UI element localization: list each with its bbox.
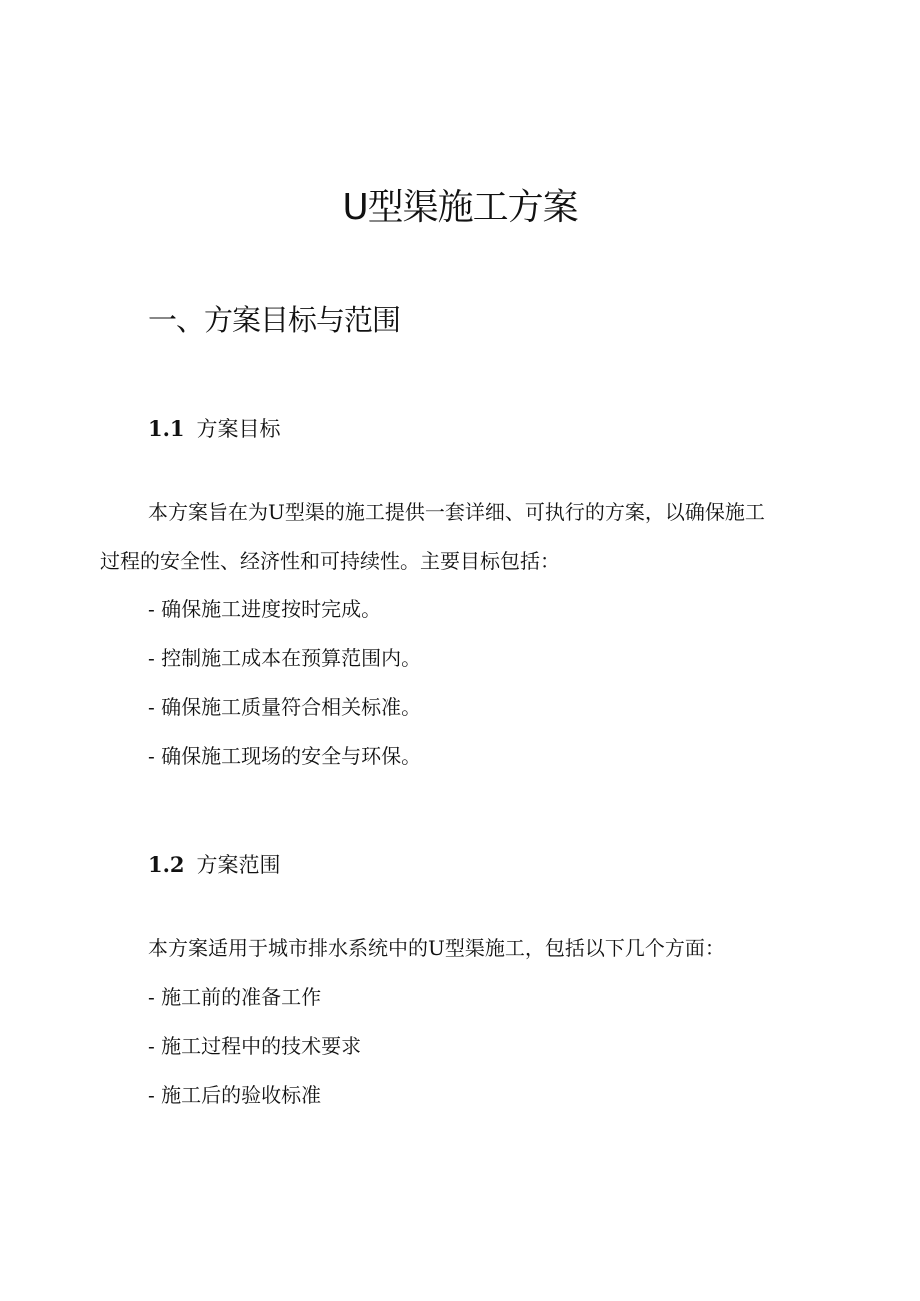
list-item: - 施工过程中的技术要求 <box>148 1034 362 1058</box>
subsection-heading-scope <box>148 850 281 880</box>
subsection-heading-goals <box>148 414 281 444</box>
subsection-title: 方案目标 <box>196 417 281 441</box>
subsection-number: 1.1 <box>148 416 185 441</box>
list-item: - 施工前的准备工作 <box>148 985 322 1009</box>
paragraph-line: 过程的安全性、经济性和可持续性。主要目标包括： <box>100 549 560 573</box>
paragraph-line: 本方案适用于城市排水系统中的U型渠施工，包括以下几个方面： <box>148 936 725 960</box>
subsection-title: 方案范围 <box>196 853 281 877</box>
list-item: - 施工后的验收标准 <box>148 1083 322 1107</box>
section-heading: 一、方案目标与范围 <box>148 303 401 337</box>
list-item: - 确保施工现场的安全与环保。 <box>148 744 422 768</box>
subsection-number: 1.2 <box>148 852 185 877</box>
list-item: - 确保施工进度按时完成。 <box>148 597 382 621</box>
list-item: - 确保施工质量符合相关标准。 <box>148 695 422 719</box>
list-item: - 控制施工成本在预算范围内。 <box>148 646 422 670</box>
paragraph-line: 本方案旨在为U型渠的施工提供一套详细、可执行的方案，以确保施工 <box>148 500 765 524</box>
document-title: U型渠施工方案 <box>342 187 578 228</box>
